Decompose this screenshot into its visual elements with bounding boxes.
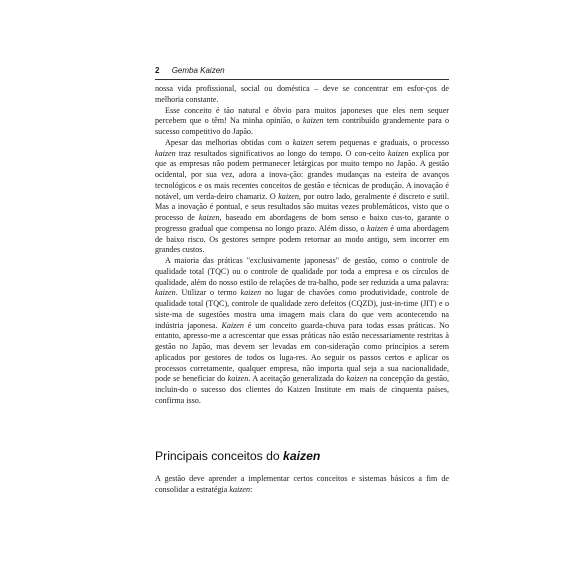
section-heading-keyword: kaizen [283, 449, 321, 463]
paragraph [155, 106, 449, 138]
italic-term: kaizen [229, 484, 251, 494]
italic-term: kaizen [367, 223, 388, 233]
text-run: nossa vida profissional, social ou doméstica – deve se concentrar em esfor-ços de melhoria constante. [155, 84, 449, 104]
section-intro-paragraph [155, 474, 449, 496]
italic-term: Kaizen [221, 320, 244, 330]
text-run: no lugar de chavões como produtividade, controle de qualidade total (TQC), controle de qualidade zero defeitos (CQZD), just-in-time (JIT) e o siste-ma de sugestões mostra uma imagem mais clara do que vem acontecendo na indústria japonesa. [155, 288, 449, 330]
italic-term: kaizen [387, 148, 409, 158]
section-heading-prefix: Principais conceitos do [155, 449, 284, 463]
italic-term: kaizen [292, 137, 314, 147]
section-heading [155, 449, 449, 464]
text-run: tem contribuído grandemente para o sucesso competitivo do Japão. [155, 116, 449, 136]
text-run: na concepção da gestão, incluin-do o sucesso dos clientes do Kaizen Institute em mais de cinquenta países, confirma isso. [155, 374, 450, 405]
text-run: , por outro lado, geralmente é discreto e sutil. Mas a inovação é pontual, e seus resultados são muitas vezes problemáticos, visto que o processo de [155, 191, 449, 222]
text-run: A maioria das práticas "exclusivamente japonesas" de gestão, como o controle de qualidade total (TQC) ou o controle de qualidade por toda a empresa e os círculos de qualidade, além do nosso estilo de relações de tra-balho, pode ser reduzida a uma palavra: [155, 256, 449, 287]
body-text [155, 84, 449, 407]
header-rule [155, 79, 449, 80]
italic-term: kaizen [302, 116, 324, 126]
text-run: é um conceito guarda-chuva para todas essas práticas. No entanto, apresso-me a acrescentar que essas práticas não estão necessariamente restritas à gestão no Japão, mas devem ser levadas em con-sideração como princípios a serem aplicados por gestores de todos os luga-res. Ao seguir os passos certos e aplicar os processos corretamente, qualquer empresa, não importa qual seja a sua nacionalidade, pode se beneficiar do [155, 320, 449, 384]
italic-term: kaizen [240, 288, 262, 298]
italic-term: kaizen [155, 148, 176, 158]
text-run: A gestão deve aprender a implementar certos conceitos e sistemas básicos a fim de consolidar a estratégia [155, 474, 449, 494]
italic-term: kaizen [346, 374, 368, 384]
italic-term: kaizen [227, 374, 249, 384]
page-number: 2 [155, 66, 160, 75]
text-run: . Utilizar o termo [175, 288, 241, 298]
text-run: serem pequenas e graduais, o processo [313, 137, 449, 147]
text-run: traz resultados significativos ao longo do tempo. O con-ceito [175, 148, 388, 158]
text-run: : [250, 484, 253, 494]
running-head [155, 66, 449, 76]
text-run: Apesar das melhorias obtidas com o [165, 137, 293, 147]
text-run: , baseado em abordagens de bom senso e baixo cus-to, garante o progresso gradual que compensa no longo prazo. Além disso, o [155, 213, 449, 233]
italic-term: kaizen [155, 288, 176, 298]
paragraph [155, 138, 449, 256]
italic-term: kaizen [198, 213, 220, 222]
book-title: Gemba Kaizen [171, 66, 225, 75]
paragraph [155, 84, 449, 106]
italic-term: kaizen [278, 191, 299, 201]
paragraph [155, 256, 449, 407]
section-intro [155, 474, 449, 496]
text-run: é uma abordagem de baixo risco. Os gestores sempre podem retornar ao modo antigo, sem incorrer em grandes custos. [155, 223, 449, 255]
text-run: Esse conceito é tão natural e óbvio para muitos japoneses que eles nem sequer percebem que o têm! Na minha opinião, o [155, 105, 449, 126]
text-run: explica por que as empresas não podem permanecer letárgicas por muito tempo no Japão. A gestão ocidental, por sua vez, adora a inova-ção: grandes mudanças na esteira de avanços tecnológicos e os mais recentes conceitos de gestão e técnicas de produção. A inovação é notável, um verda-deiro chamariz. O [155, 148, 449, 201]
text-run: . A aceitação generalizada do [248, 374, 347, 384]
